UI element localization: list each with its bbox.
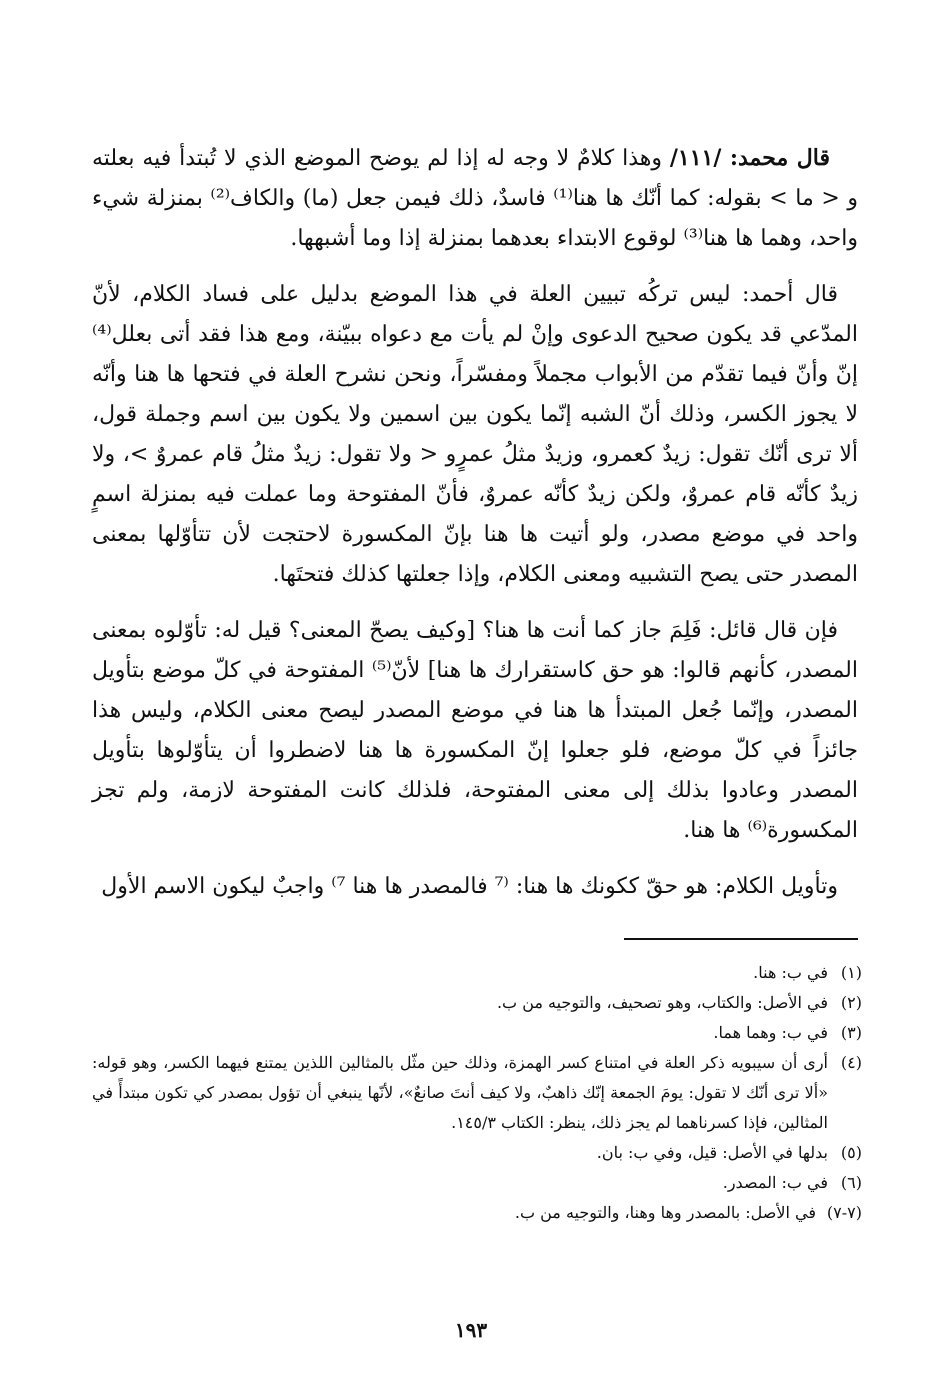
footnote-text: أرى أن سيبويه ذكر العلة في امتناع كسر الهمزة، وذلك حين مثّل بالمثالين اللذين يمتنع فيهما الكسر، وهو قوله: «ألا ترى أنّك لا تقول: يومَ الجمعة إنّك ذاهبٌ، ولا كيف أنتَ صانعٌ»، لأنّها ينبغي أن تؤول بمصدر كي تكون مبتدأً في المثالين، فإذا كسرناهما لم يجز ذلك، ينظر: الكتاب ١٤٥/٣. <box>92 1053 828 1132</box>
footnote-text: في الأصل: والكتاب، وهو تصحيف، والتوجيه من ب. <box>496 993 828 1012</box>
page-number: ١٩٣ <box>454 1318 488 1342</box>
footnote-text: في ب: المصدر. <box>722 1173 828 1192</box>
footnote-text: في الأصل: بالمصدر وها وهنا، والتوجيه من ب. <box>514 1203 816 1222</box>
footnote <box>92 1198 862 1228</box>
footnote-divider <box>624 938 858 940</box>
footnote-text: بدلها في الأصل: قيل، وفي ب: بان. <box>596 1143 828 1162</box>
paragraph <box>92 275 858 595</box>
footnote-number: (٢) <box>840 993 862 1012</box>
footnote-number: (٣) <box>840 1023 862 1042</box>
footnote <box>92 1048 862 1138</box>
footnote <box>92 988 862 1018</box>
main-text <box>92 138 858 923</box>
paragraph-text: فإن قال قائل: فَلِمَ جاز كما أنت ها هنا؟ [وكيف يصحّ المعنى؟ قيل له: تأوّلوه بمعنى المصدر، كأنهم قالوا: هو حق كاستقرارك ها هنا] لأنّ⁽⁵⁾ المفتوحة في كلّ موضع بتأويل المصدر، وإنّما جُعل المبتدأ ها هنا في موضع المصدر ليصح معنى الكلام، وليس هذا جائزاً في كلّ موضع، فلو جعلوا إنّ المكسورة ها هنا لاضطروا أن يتأوّلوها بتأويل المصدر وعادوا بذلك إلى معنى المفتوحة، فلذلك كانت المفتوحة لازمة، ولم تجز المكسورة⁽⁶⁾ ها هنا. <box>92 618 858 843</box>
footnote-number: (٥) <box>840 1143 862 1162</box>
footnotes <box>92 958 862 1228</box>
paragraph-text: وتأويل الكلام: هو حقّ ككونك ها هنا: ⁽⁷ فالمصدر ها هنا ⁷⁾ واجبٌ ليكون الاسم الأول <box>101 874 838 899</box>
footnote <box>92 1018 862 1048</box>
footnote-number: (٦) <box>840 1173 862 1192</box>
footnote-text: في ب: هنا. <box>753 963 828 982</box>
paragraph <box>92 138 858 259</box>
footnote <box>92 1168 862 1198</box>
footnote-number: (١) <box>840 963 862 982</box>
paragraph <box>92 611 858 851</box>
paragraph-lead: قال محمد: /١١١/ <box>669 145 830 171</box>
footnote <box>92 1138 862 1168</box>
footnote-number: (٧-٧) <box>826 1203 862 1222</box>
footnote <box>92 958 862 988</box>
footnote-number: (٤) <box>840 1053 862 1072</box>
footnote-text: في ب: وهما هما. <box>713 1023 828 1042</box>
paragraph <box>92 867 858 907</box>
paragraph-text: قال أحمد: ليس تركُه تبيين العلة في هذا الموضع بدليل على فساد الكلام، لأنّ المدّعي قد يكون صحيح الدعوى وإنْ لم يأت مع دعواه ببيّنة، ومع هذا فقد أتى بعلل⁽⁴⁾ إنّ وأنّ فيما تقدّم من الأبواب مجملاً ومفسّراً، ونحن نشرح العلة في فتحها ها هنا وأنّه لا يجوز الكسر، وذلك أنّ الشبه إنّما يكون بين اسمين ولا يكون بين اسم وجملة قول، ألا ترى أنّك تقول: زيدٌ كعمرو، وزيدٌ مثلُ عمرٍو < ولا تقول: زيدٌ مثلُ قام عمروٌ >، ولا زيدٌ كأنّه قام عمروٌ، ولكن زيدٌ كأنّه عمروٌ، فأنّ المفتوحة وما عملت فيه بمنزلة اسمٍ واحد في موضع مصدر، ولو أتيت ها هنا بإنّ المكسورة لاحتجت لأن تتأوّلها بمعنى المصدر حتى يصح التشبيه ومعنى الكلام، وإذا جعلتها كذلك فتحتَها. <box>92 282 858 587</box>
paragraph-text: وهذا كلامٌ لا وجه له إذا لم يوضح الموضع الذي لا تُبتدأ فيه بعلته و < ما > بقوله: كما أنّك ها هنا⁽¹⁾ فاسدٌ، ذلك فيمن جعل (ما) والكاف⁽²⁾ بمنزلة شيء واحد، وهما ها هنا⁽³⁾ لوقوع الابتداء بعدهما بمنزلة إذا وما أشبهها. <box>92 146 859 251</box>
